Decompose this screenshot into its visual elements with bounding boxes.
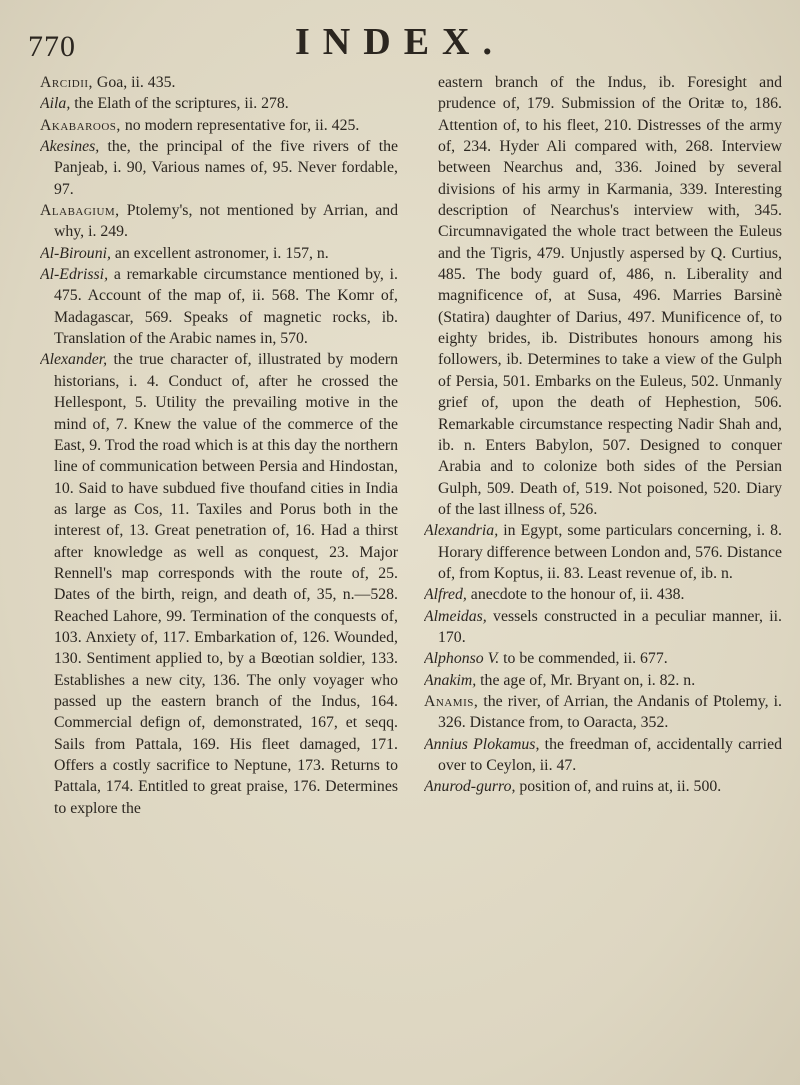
index-entry: Aila, the Elath of the scriptures, ii. 278. xyxy=(40,95,289,113)
index-entry: Arcidii, Goa, ii. 435. xyxy=(40,74,176,91)
index-entry: Al-Edrissi, a remarkable circumstance mentioned by, i. 475. Account of the map of, ii. 568. The Komr of, Madagascar, 569. Speaks of magnetic rocks, ib. Translation of the Arabic names in, 570. xyxy=(40,266,398,348)
left-column xyxy=(40,72,398,1045)
index-entry: Annius Plokamus, the freedman of, accidentally carried over to Ceylon, ii. 47. xyxy=(424,735,782,774)
index-entry: Akesines, the, the principal of the five rivers of the Panjeab, i. 90, Various names of, 95. Never fordable, 97. xyxy=(40,138,398,198)
page-number: 770 xyxy=(28,30,76,63)
index-entry: Alabagium, Ptolemy's, not mentioned by Arrian, and why, i. 249. xyxy=(40,202,398,241)
index-entry: Al-Birouni, an excellent astronomer, i. 157, n. xyxy=(40,244,329,262)
index-columns xyxy=(40,72,782,1045)
index-entry: Alphonso V. to be commended, ii. 677. xyxy=(424,650,668,668)
index-entry: Almeidas, vessels constructed in a peculiar manner, ii. 170. xyxy=(424,607,782,646)
index-entry: Anamis, the river, of Arrian, the Andanis of Ptolemy, i. 326. Distance from, to Oaracta, 352. xyxy=(424,692,782,732)
index-entry: Anakim, the age of, Mr. Bryant on, i. 82. n. xyxy=(424,671,696,689)
running-head: INDEX. xyxy=(295,21,505,63)
index-entry: Alexandria, in Egypt, some particulars concerning, i. 8. Horary difference between London and, 576. Distance of, from Koptus, ii. 83. Least revenue of, ib. n. xyxy=(424,522,782,582)
right-column xyxy=(424,72,782,1045)
index-entry: Alfred, anecdote to the honour of, ii. 438. xyxy=(424,586,685,604)
index-entry: Alexander, the true character of, illustrated by modern historians, i. 4. Conduct of, after he crossed the Hellespont, 5. Utility the prevailing motive in the mind of, 7. Knew the value of the commerce of the East, 9. Trod the road which is at this day the northern line of communication between Persia and Hindostan, 10. Said to have subdued five thoufand cities in India as large as Cos, 11. Taxiles and Porus both in the interest of, 13. Great penetration of, 16. Had a thirst after knowledge as well as conquest, 23. Major Rennell's map corresponds with the route of, 25. Dates of the birth, reign, and death of, 35, n.—528. Reached Lahore, 99. Termination of the conquests of, 103. Anxiety of, 117. Embarkation of, 126. Wounded, 130. Sentiment applied to, by a Bœotian soldier, 133. Establishes a new city, 136. The only voyager who passed up the eastern branch of the Indus, 164. Commercial defign of, demonstrated, 167, et seqq. Sails from Pattala, 169. His fleet damaged, 171. Offers a costly sacrifice to Neptune, 173. Returns to Pattala, 174. Entitled to great praise, 176. Determines to explore the xyxy=(40,351,398,817)
index-entry: Anurod-gurro, position of, and ruins at, ii. 500. xyxy=(424,778,722,796)
index-entry-continuation: eastern branch of the Indus, ib. Foresight and prudence of, 179. Submission of the Oritæ to, 186. Attention of, to his fleet, 210. Distresses of the army of, 234. Hyder Ali compared with, 268. Interview between Nearchus and, 336. Joined by several divisions of his army in Karmania, 339. Interesting description of Nearchus's interview with, 345. Circumnavigated the whole tract between the Euleus and the Tigris, 479. Unjustly aspersed by Q. Curtius, 485. The body guard of, 486, n. Liberality and magnificence of, at Susa, 496. Marries Barsinè (Statira) daughter of Darius, 497. Munificence of, to eighty brides, ib. Distributes honours among his followers, ib. Determines to take a view of the Gulph of Persia, 501. Embarks on the Euleus, 502. Unmanly grief of, upon the death of Hephestion, 506. Remarkable circumstance respecting Nadir Shah and, ib. n. Enters Babylon, 507. Designed to conquer Arabia and to colonize both sides of the Persian Gulph, 509. Death of, 519. Not poisoned, 520. Diary of the last illness of, 526. xyxy=(438,74,782,518)
index-entry: Akabaroos, no modern representative for, ii. 425. xyxy=(40,116,360,134)
page-header xyxy=(24,20,776,70)
